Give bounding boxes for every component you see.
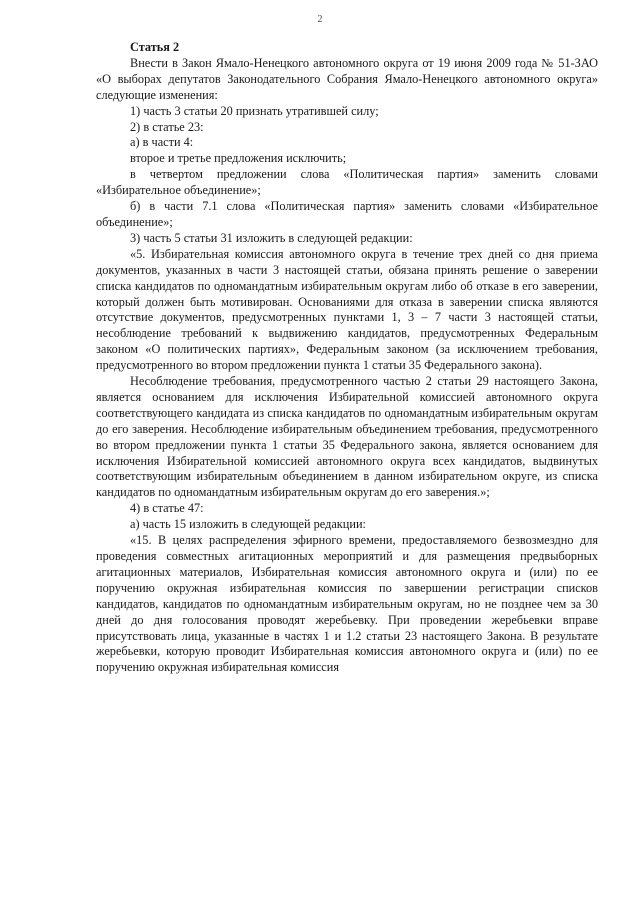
paragraph-quote-15: «15. В целях распределения эфирного времени, предоставляемого безвозмездно для проведения совместных агитационных мероприятий и для размещения предвыборных агитационных материалов, Избирательная комиссия автономного округа и (или) по ее поручению окружная избирательная комиссия по завершении регистрации списков кандидатов, кандидатов по одномандатным избирательным округам, но не позднее чем за 30 дней до дня голосования проводят жеребьевку. При проведении жеребьевки вправе присутствовать лица, указанные в частях 1 и 1.2 статьи 23 настоящего Закона. В результате жеребьевки, которую проводит Избирательная комиссия автономного округа и (или) по ее поручению окружная избирательная комиссия — [96, 533, 598, 675]
paragraph-item-2b: б) в части 7.1 слова «Политическая партия» заменить словами «Избирательное объединение»; — [96, 199, 598, 229]
paragraph-item-1: 1) часть 3 статьи 20 признать утратившей силу; — [130, 103, 379, 118]
article-heading: Статья 2 — [130, 40, 180, 54]
paragraph-item-2a-1: второе и третье предложения исключить; — [130, 151, 347, 166]
paragraph-intro: Внести в Закон Ямало-Ненецкого автономного округа от 19 июня 2009 года № 51-ЗАО «О выборах депутатов Законодательного Собрания Ямало-Ненецкого автономного округа» следующие изменения: — [96, 55, 598, 102]
paragraph-item-2a-2: в четвертом предложении слова «Политическая партия» заменить словами «Избирательное объединение»; — [96, 167, 598, 198]
page-number: 2 — [317, 14, 323, 25]
paragraph-quote-5-cont: Несоблюдение требования, предусмотренного частью 2 статьи 29 настоящего Закона, является основанием для исключения Избирательной комиссией автономного округа соответствующего кандидата из списка кандидатов по одномандатным избирательным округам до его заверения. Несоблюдение избирательным объединением требования, предусмотренного во втором предложении пункта 1 статьи 35 Федерального закона, является основанием для исключения Избирательной комиссией автономного округа всех кандидатов, выдвинутых соответствующим избирательным объединением в данном избирательном округе, из списка кандидатов по одномандатным избирательным округам до его заверения.»; — [96, 374, 598, 500]
paragraph-item-4: 4) в статье 47: — [130, 501, 204, 516]
paragraph-item-3: 3) часть 5 статьи 31 изложить в следующей редакции: — [130, 230, 413, 245]
document-body — [96, 40, 598, 676]
paragraph-item-4a: а) часть 15 изложить в следующей редакции: — [130, 517, 366, 532]
paragraph-item-2a: а) в части 4: — [130, 135, 194, 150]
paragraph-item-2: 2) в статье 23: — [130, 119, 204, 134]
paragraph-quote-5: «5. Избирательная комиссия автономного округа в течение трех дней со дня приема документов, указанных в части 3 настоящей статьи, обязана принять решение о заверении списка кандидатов по одномандатным избирательным округам либо об отказе в его заверении, который должен быть мотивирован. Основаниями для отказа в заверении списка являются отсутствие документов, предусмотренных пунктами 1, 3 – 7 части 3 настоящей статьи, несоблюдение требований к выдвижению кандидатов, предусмотренных Федеральным законом «О политических партиях», Федеральным законом (за исключением требования, предусмотренного во втором предложении пункта 1 статьи 35 Федерального закона). — [96, 246, 598, 373]
